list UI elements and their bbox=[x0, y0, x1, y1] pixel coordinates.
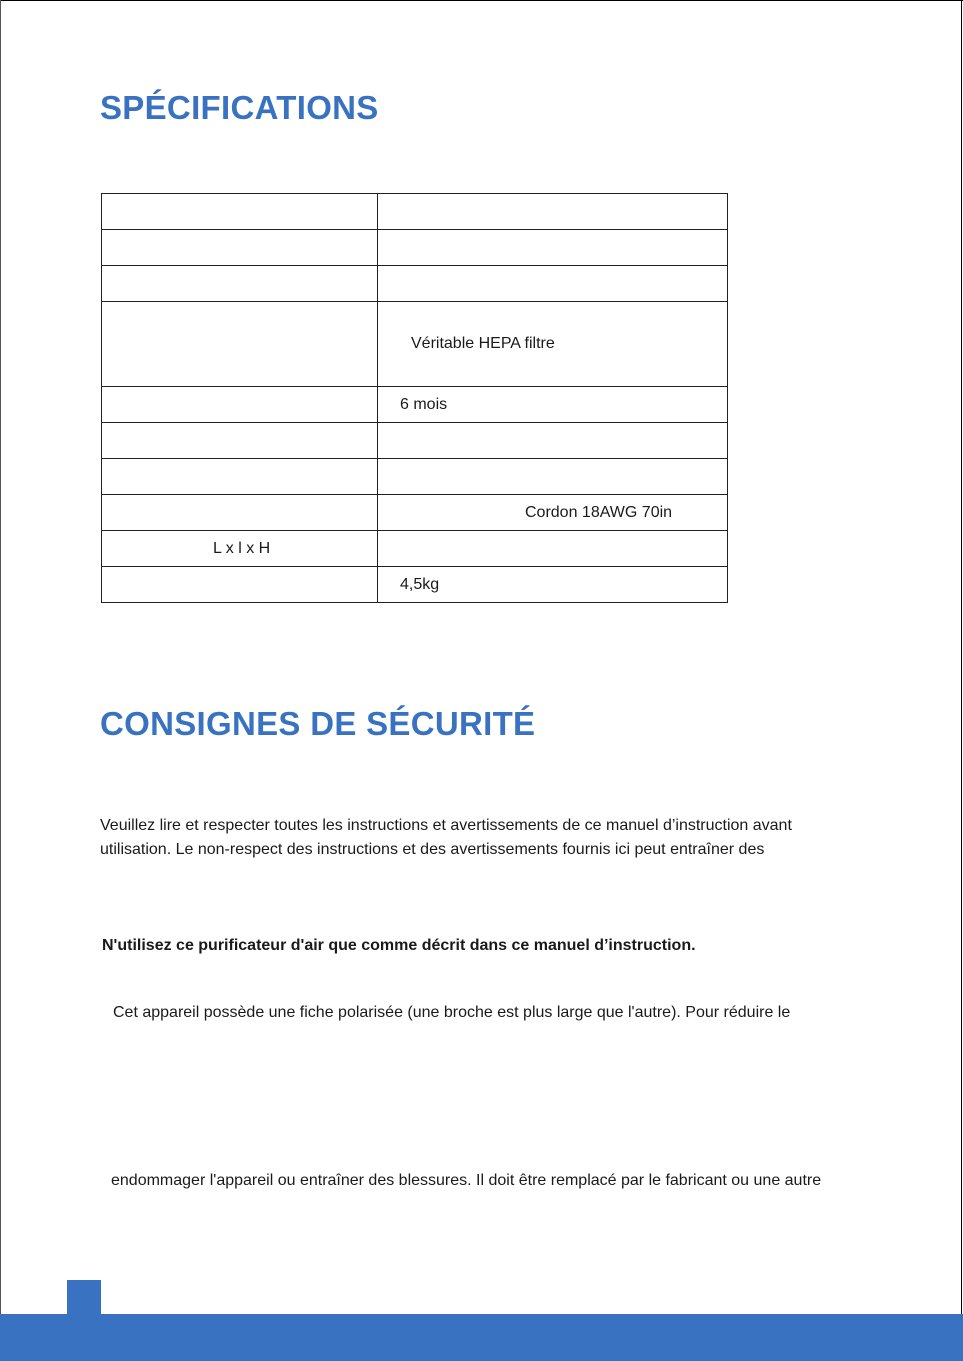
table-cell bbox=[378, 266, 728, 302]
specifications-table bbox=[101, 193, 728, 603]
table-cell bbox=[378, 495, 728, 531]
table-row bbox=[102, 459, 728, 495]
table-row bbox=[102, 495, 728, 531]
power-cord-value: Cordon 18AWG 70in bbox=[525, 503, 673, 521]
table-cell bbox=[378, 423, 728, 459]
specifications-heading: SPÉCIFICATIONS bbox=[100, 89, 379, 126]
polarized-plug-text: Cet appareil possède une fiche polarisée (une broche est plus large que l'autre). Pour réduire le bbox=[113, 1004, 791, 1021]
intro-line-2: utilisation. Le non-respect des instructions et des avertissements fournis ici peut entraîner des bbox=[100, 841, 765, 858]
filter-type-value: Véritable HEPA filtre bbox=[411, 335, 555, 352]
table-cell bbox=[102, 531, 378, 567]
intro-line-1: Veuillez lire et respecter toutes les instructions et avertissements de ce manuel d’instruction avant bbox=[100, 817, 792, 834]
page-border-left bbox=[0, 0, 1, 1314]
table-cell bbox=[102, 423, 378, 459]
table-cell bbox=[378, 459, 728, 495]
table-row bbox=[102, 567, 728, 603]
table-cell bbox=[102, 495, 378, 531]
table-cell bbox=[102, 302, 378, 387]
dimensions-label: L x l x H bbox=[213, 539, 271, 557]
table-cell bbox=[102, 387, 378, 423]
table-cell bbox=[102, 459, 378, 495]
table-cell bbox=[378, 531, 728, 567]
damaged-cord-text: endommager l'appareil ou entraîner des blessures. Il doit être remplacé par le fabricant ou une autre bbox=[111, 1172, 822, 1189]
table-cell bbox=[378, 302, 728, 387]
table-row bbox=[102, 531, 728, 567]
table-row bbox=[102, 194, 728, 230]
page-number-tab bbox=[67, 1280, 101, 1314]
usage-notice: N'utilisez ce purificateur d'air que comme décrit dans ce manuel d’instruction. bbox=[102, 937, 696, 954]
table-cell bbox=[102, 194, 378, 230]
table-row bbox=[102, 423, 728, 459]
safety-intro-paragraph bbox=[100, 814, 792, 862]
table-cell bbox=[102, 266, 378, 302]
table-row bbox=[102, 266, 728, 302]
table-cell bbox=[102, 230, 378, 266]
table-row bbox=[102, 302, 728, 387]
safety-heading: CONSIGNES DE SÉCURITÉ bbox=[100, 705, 536, 742]
page-border-top bbox=[0, 0, 963, 1]
footer-bar bbox=[0, 1314, 963, 1361]
page-border-right bbox=[961, 0, 962, 1314]
table-row bbox=[102, 230, 728, 266]
table-cell bbox=[378, 194, 728, 230]
table-cell bbox=[378, 567, 728, 603]
table-cell bbox=[378, 387, 728, 423]
filter-life-value: 6 mois bbox=[400, 395, 448, 413]
table-cell bbox=[102, 567, 378, 603]
table-row bbox=[102, 387, 728, 423]
table-cell bbox=[378, 230, 728, 266]
weight-value: 4,5kg bbox=[400, 575, 440, 593]
